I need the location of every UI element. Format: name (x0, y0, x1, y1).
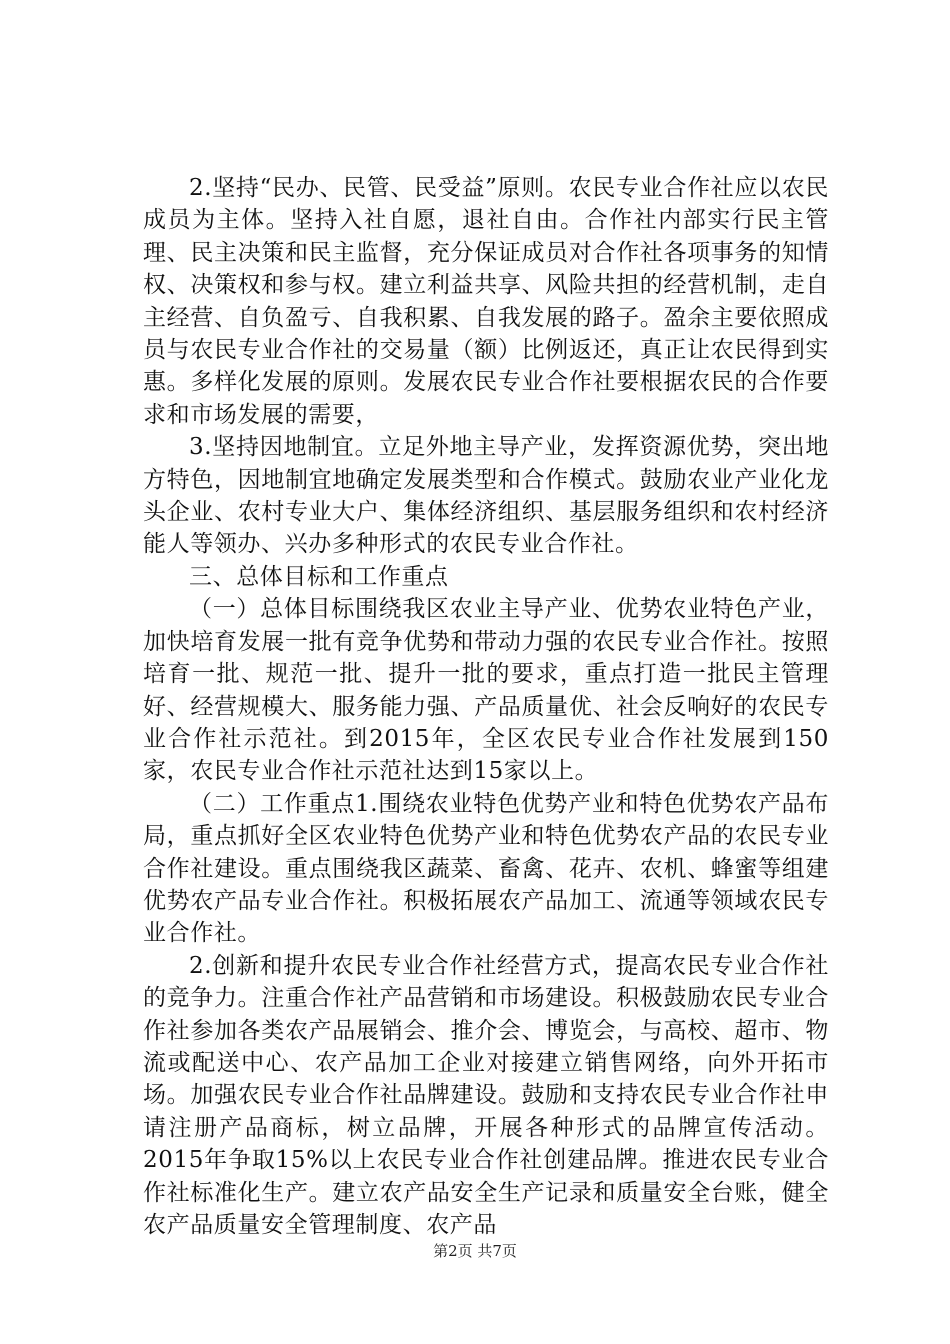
paragraph-work-focus-1: （二）工作重点1.围绕农业特色优势产业和特色优势农产品布局，重点抓好全区农业特色优势产业和特色优势农产品的农民专业合作社建设。重点围绕我区蔬菜、畜禽、花卉、农机、蜂蜜等组建优势农产品专业合作社。积极拓展农产品加工、流通等领域农民专业合作社。 (143, 790, 829, 947)
section-heading-goals: 三、总体目标和工作重点 (189, 563, 449, 590)
document-body (143, 172, 829, 1241)
paragraph-work-focus-2: 2.创新和提升农民专业合作社经营方式，提高农民专业合作社的竞争力。注重合作社产品营销和市场建设。积极鼓励农民专业合作社参加各类农产品展销会、推介会、博览会，与高校、超市、物流或配送中心、农产品加工企业对接建立销售网络，向外开拓市场。加强农民专业合作社品牌建设。鼓励和支持农民专业合作社申请注册产品商标，树立品牌，开展各种形式的品牌宣传活动。2015年争取15%以上农民专业合作社创建品牌。推进农民专业合作社标准化生产。建立农产品安全生产记录和质量安全台账，健全农产品质量安全管理制度、农产品 (143, 952, 829, 1238)
page-number-footer: 第2页 共7页 (433, 1242, 517, 1260)
paragraph-principle-3: 3.坚持因地制宜。立足外地主导产业，发挥资源优势，突出地方特色，因地制宜地确定发展类型和合作模式。鼓励农业产业化龙头企业、农村专业大户、集体经济组织、基层服务组织和农村经济能人等领办、兴办多种形式的农民专业合作社。 (143, 434, 829, 558)
paragraph-principle-2: 2.坚持“民办、民管、民受益”原则。农民专业合作社应以农民成员为主体。坚持入社自愿，退社自由。合作社内部实行民主管理、民主决策和民主监督，充分保证成员对合作社各项事务的知情权、决策权和参与权。建立利益共享、风险共担的经营机制，走自主经营、自负盈亏、自我积累、自我发展的路子。盈余主要依照成员与农民专业合作社的交易量（额）比例返还，真正让农民得到实惠。多样化发展的原则。发展农民专业合作社要根据农民的合作要求和市场发展的需要， (143, 175, 829, 428)
paragraph-overall-goal: （一）总体目标围绕我区农业主导产业、优势农业特色产业，加快培育发展一批有竞争优势和带动力强的农民专业合作社。按照培育一批、规范一批、提升一批的要求，重点打造一批民主管理好、经营规模大、服务能力强、产品质量优、社会反响好的农民专业合作社示范社。到2015年，全区农民专业合作社发展到150家，农民专业合作社示范社达到15家以上。 (143, 596, 829, 785)
